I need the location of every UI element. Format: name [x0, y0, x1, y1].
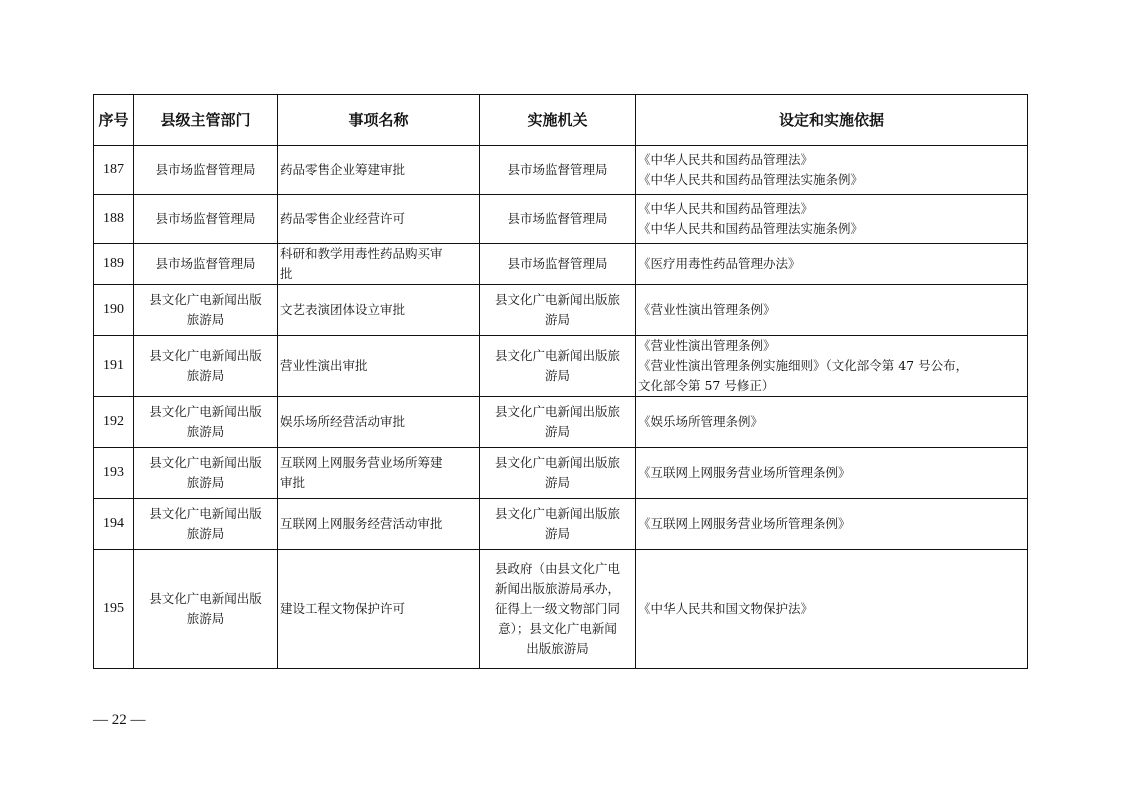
agency-line: 游局 [544, 424, 570, 439]
row-serial-no: 189 [94, 244, 134, 285]
row-item-name [278, 195, 480, 244]
row-serial-no: 193 [94, 448, 134, 499]
item-name-line: 文艺表演团体设立审批 [280, 302, 406, 317]
row-item-name [278, 550, 480, 669]
header-item-name: 事项名称 [278, 95, 480, 146]
agency-line: 县政府（由县文化广电 [494, 561, 620, 576]
row-department [134, 146, 278, 195]
agency-line: 县文化广电新闻出版旅 [494, 348, 620, 363]
row-department [134, 550, 278, 669]
row-agency [480, 397, 636, 448]
row-agency [480, 336, 636, 397]
row-serial-no: 190 [94, 285, 134, 336]
item-name-line: 互联网上网服务营业场所筹建 [280, 455, 443, 470]
row-serial-no: 195 [94, 550, 134, 669]
row-basis [636, 397, 1028, 448]
agency-line: 征得上一级文物部门同 [494, 601, 620, 616]
row-serial-no: 191 [94, 336, 134, 397]
agency-line: 游局 [544, 475, 570, 490]
item-name-line: 营业性演出审批 [280, 358, 368, 373]
row-agency [480, 285, 636, 336]
table-row [94, 397, 1028, 448]
item-name-line: 互联网上网服务经营活动审批 [280, 516, 443, 531]
basis-line: 《中华人民共和国药品管理法实施条例》 [638, 221, 864, 236]
row-department [134, 448, 278, 499]
row-item-name [278, 285, 480, 336]
header-legal-basis: 设定和实施依据 [636, 95, 1028, 146]
item-name-line: 科研和教学用毒性药品购买审 [280, 246, 443, 261]
agency-line: 游局 [544, 312, 570, 327]
table-row [94, 448, 1028, 499]
item-name-line: 娱乐场所经营活动审批 [280, 414, 406, 429]
department-line: 县文化广电新闻出版 [149, 455, 262, 470]
agency-line: 县文化广电新闻出版旅 [494, 292, 620, 307]
row-item-name [278, 397, 480, 448]
agency-line: 县文化广电新闻出版旅 [494, 404, 620, 419]
department-line: 旅游局 [186, 424, 225, 439]
row-item-name [278, 244, 480, 285]
basis-line: 《中华人民共和国药品管理法》 [638, 201, 814, 216]
row-item-name [278, 146, 480, 195]
department-line: 县市场监督管理局 [155, 256, 256, 271]
basis-line: 《医疗用毒性药品管理办法》 [638, 256, 801, 271]
agency-line: 新闻出版旅游局承办， [494, 581, 620, 596]
basis-line: 《互联网上网服务营业场所管理条例》 [638, 465, 851, 480]
row-basis [636, 285, 1028, 336]
row-basis [636, 195, 1028, 244]
header-implementing-agency: 实施机关 [480, 95, 636, 146]
basis-line: 《娱乐场所管理条例》 [638, 414, 764, 429]
item-name-line: 建设工程文物保护许可 [280, 601, 406, 616]
agency-line: 意）；县文化广电新闻 [498, 621, 617, 636]
table-row [94, 336, 1028, 397]
agency-line: 出版旅游局 [526, 641, 589, 656]
department-line: 县文化广电新闻出版 [149, 348, 262, 363]
row-serial-no: 187 [94, 146, 134, 195]
row-basis [636, 499, 1028, 550]
department-line: 旅游局 [186, 312, 225, 327]
row-item-name [278, 448, 480, 499]
basis-line: 《营业性演出管理条例》 [638, 302, 776, 317]
row-item-name [278, 499, 480, 550]
agency-line: 县市场监督管理局 [507, 211, 608, 226]
item-name-line: 药品零售企业筹建审批 [280, 162, 406, 177]
agency-line: 游局 [544, 368, 570, 383]
department-line: 旅游局 [186, 526, 225, 541]
row-serial-no: 188 [94, 195, 134, 244]
row-basis [636, 244, 1028, 285]
table-row [94, 550, 1028, 669]
row-agency [480, 244, 636, 285]
approval-items-table [93, 94, 1028, 669]
row-agency [480, 550, 636, 669]
department-line: 旅游局 [186, 475, 225, 490]
department-line: 县文化广电新闻出版 [149, 591, 262, 606]
row-basis [636, 550, 1028, 669]
department-line: 县市场监督管理局 [155, 211, 256, 226]
item-name-line: 药品零售企业经营许可 [280, 211, 406, 226]
table-row [94, 244, 1028, 285]
agency-line: 县市场监督管理局 [507, 162, 608, 177]
row-item-name [278, 336, 480, 397]
department-line: 旅游局 [186, 368, 225, 383]
row-department [134, 244, 278, 285]
department-line: 县文化广电新闻出版 [149, 404, 262, 419]
row-basis [636, 336, 1028, 397]
basis-line: 《中华人民共和国文物保护法》 [638, 601, 814, 616]
agency-line: 县文化广电新闻出版旅 [494, 455, 620, 470]
department-line: 县文化广电新闻出版 [149, 292, 262, 307]
agency-line: 游局 [544, 526, 570, 541]
row-basis [636, 146, 1028, 195]
agency-line: 县文化广电新闻出版旅 [494, 506, 620, 521]
department-line: 县市场监督管理局 [155, 162, 256, 177]
row-department [134, 499, 278, 550]
row-serial-no: 192 [94, 397, 134, 448]
department-line: 旅游局 [186, 611, 225, 626]
header-serial-no: 序号 [94, 95, 134, 146]
row-agency [480, 146, 636, 195]
basis-line: 《互联网上网服务营业场所管理条例》 [638, 516, 851, 531]
agency-line: 县市场监督管理局 [507, 256, 608, 271]
basis-line: 文化部令第 57 号修正） [638, 378, 775, 393]
basis-line: 《营业性演出管理条例实施细则》（文化部令第 47 号公布， [638, 358, 969, 373]
row-agency [480, 499, 636, 550]
table-row [94, 285, 1028, 336]
table-row [94, 195, 1028, 244]
table-header-row [94, 95, 1028, 146]
row-department [134, 336, 278, 397]
row-basis [636, 448, 1028, 499]
table-row [94, 499, 1028, 550]
basis-line: 《营业性演出管理条例》 [638, 338, 776, 353]
header-county-department: 县级主管部门 [134, 95, 278, 146]
row-serial-no: 194 [94, 499, 134, 550]
item-name-line: 审批 [280, 475, 306, 490]
department-line: 县文化广电新闻出版 [149, 506, 262, 521]
page-number: — 22 — [93, 712, 146, 728]
row-department [134, 397, 278, 448]
table-row [94, 146, 1028, 195]
basis-line: 《中华人民共和国药品管理法实施条例》 [638, 172, 864, 187]
row-agency [480, 448, 636, 499]
basis-line: 《中华人民共和国药品管理法》 [638, 152, 814, 167]
item-name-line: 批 [280, 266, 293, 281]
row-department [134, 195, 278, 244]
row-department [134, 285, 278, 336]
row-agency [480, 195, 636, 244]
